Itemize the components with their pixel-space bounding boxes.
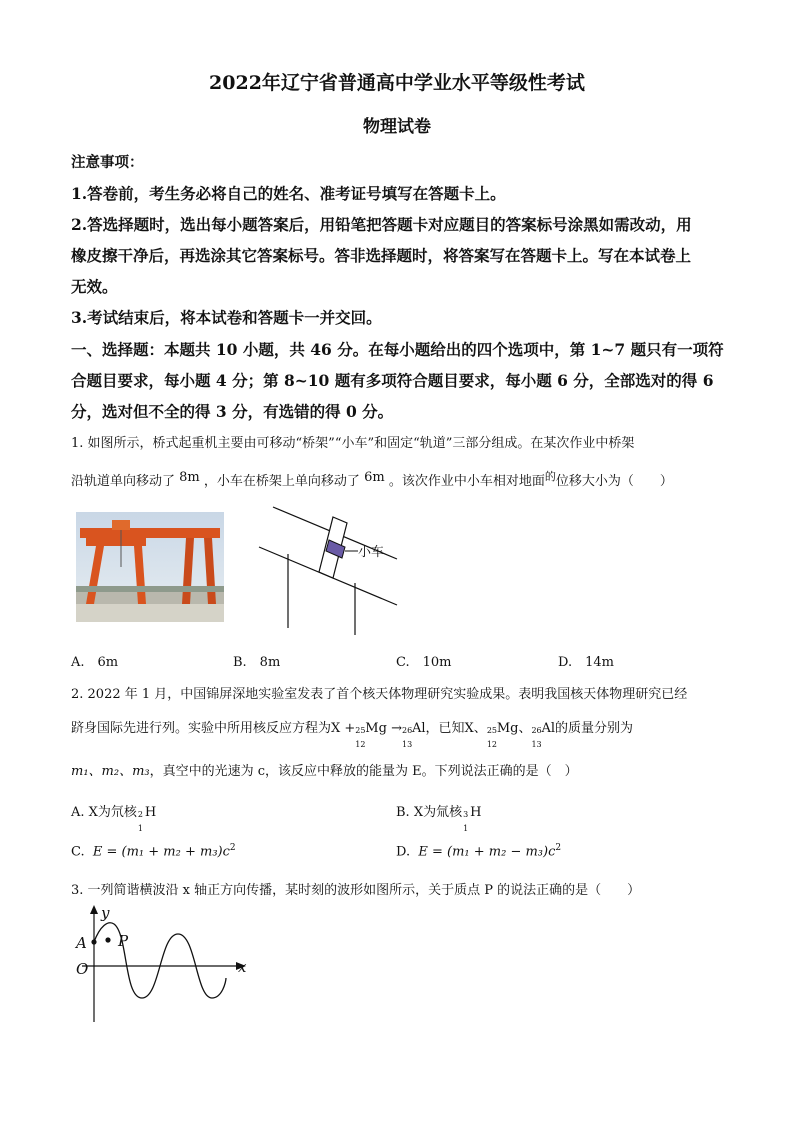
notice-heading: 注意事项： bbox=[71, 154, 144, 171]
q3-line1: 3. 一列简谐横波沿 x 轴正方向传播，某时刻的波形如图所示，关于质点 P 的说法正确的是（ ） bbox=[71, 883, 641, 898]
q2-line2-part-c: 的质量分别为 bbox=[555, 721, 634, 736]
q2-known-x: X、 bbox=[464, 721, 487, 736]
q2-eq-x: X + bbox=[331, 721, 356, 736]
al-atomic-number: 13 bbox=[401, 740, 413, 749]
photo-foreground bbox=[76, 604, 224, 622]
photo-treeline bbox=[76, 586, 224, 592]
q1-option-b: B. 8m bbox=[233, 655, 281, 670]
q2-mass-variables: m₁、m₂、m₃ bbox=[71, 764, 150, 779]
q2-option-d bbox=[396, 843, 561, 859]
q1-de-char: 的 bbox=[544, 470, 556, 483]
q2-option-b bbox=[396, 801, 482, 833]
q2-option-c-label: C. bbox=[71, 844, 85, 860]
crane-diagram bbox=[255, 503, 415, 638]
point-p-label: P bbox=[118, 932, 129, 950]
x-axis-label: x bbox=[238, 958, 247, 976]
al-symbol: Al bbox=[411, 721, 426, 736]
point-p-dot bbox=[105, 937, 110, 942]
mg-mass-number: 25 bbox=[355, 726, 366, 735]
q1-line2 bbox=[71, 470, 673, 489]
deuterium-symbol: H bbox=[144, 805, 157, 820]
section-line-1: 一、选择题：本题共 10 小题，共 46 分。在每小题给出的四个选项中，第 1~7 题只有一项符 bbox=[71, 340, 724, 359]
crane-trolley bbox=[112, 520, 130, 530]
crane-girder bbox=[80, 528, 220, 538]
known-mg-symbol: Mg bbox=[496, 721, 519, 736]
q1-value-8m: 8m bbox=[179, 470, 200, 485]
q2-line1: 2. 2022 年 1 月，中国锦屏深地实验室发表了首个核天体物理研究实验成果。表明我国核天体物理研究已经 bbox=[71, 687, 688, 702]
al-mass-number: 26 bbox=[401, 726, 413, 735]
q2-option-d-expression: E = (m₁ + m₂ − m₃)c bbox=[418, 844, 556, 860]
q2-line3-rest: ，真空中的光速为 c，该反应中释放的能量为 E。下列说法正确的是（ ） bbox=[149, 764, 578, 779]
mg-atomic-number: 12 bbox=[355, 740, 366, 749]
q2-line2 bbox=[71, 717, 634, 749]
origin-label: O bbox=[76, 960, 89, 978]
q2-option-d-label: D. bbox=[396, 844, 411, 860]
q1-line1: 1. 如图所示，桥式起重机主要由可移动“桥架”“小车”和固定“轨道”三部分组成。在某次作业中桥架 bbox=[71, 436, 635, 451]
tritium-atomic: 1 bbox=[463, 824, 469, 833]
tritium-mass: 3 bbox=[463, 810, 469, 819]
notice-3: 3.考试结束后，将本试卷和答题卡一并交回。 bbox=[71, 308, 382, 327]
notice-1: 1.答卷前，考生务必将自己的姓名、准考证号填写在答题卡上。 bbox=[71, 184, 506, 203]
exam-subtitle: 物理试卷 bbox=[363, 117, 431, 137]
crane-photo bbox=[76, 512, 224, 622]
known-mg-mass: 25 bbox=[486, 726, 497, 735]
q1-option-d: D. 14m bbox=[558, 655, 614, 670]
trolley-label: 小车 bbox=[358, 545, 385, 560]
notice-2-line3: 无效。 bbox=[71, 277, 118, 296]
wave-diagram bbox=[70, 902, 260, 1026]
wave-curve bbox=[94, 923, 226, 998]
q2-option-c-square: 2 bbox=[229, 843, 236, 853]
q2-option-a-text: A. X为氘核 bbox=[71, 805, 137, 820]
q2-option-c bbox=[71, 843, 236, 859]
q2-option-b-text: B. X为氚核 bbox=[396, 805, 463, 820]
q2-line3 bbox=[71, 760, 578, 779]
q1-line2-part-a: 沿轨道单向移动了 bbox=[71, 474, 176, 489]
known-mg-atomic: 12 bbox=[486, 740, 497, 749]
notice-2-line1: 2.答选择题时，选出每小题答案后，用铅笔把答题卡对应题目的答案标号涂黑如需改动，用 bbox=[71, 215, 692, 234]
q1-line2-part-b: ，小车在桥架上单向移动了 bbox=[203, 474, 360, 489]
point-a-dot bbox=[91, 939, 96, 944]
notice-2-line2: 橡皮擦干净后，再选涂其它答案标号。答非选择题时，将答案写在答题卡上。写在本试卷上 bbox=[71, 246, 692, 265]
point-a-label: A bbox=[76, 934, 87, 952]
mg-symbol: Mg bbox=[365, 721, 387, 736]
known-al-atomic: 13 bbox=[531, 740, 542, 749]
known-al-mass: 26 bbox=[531, 726, 542, 735]
known-al-symbol: Al bbox=[541, 721, 556, 736]
q2-separator: 、 bbox=[518, 721, 532, 736]
q2-line2-part-b: ，已知 bbox=[425, 721, 465, 736]
crane-girder-left bbox=[86, 538, 146, 546]
q2-option-c-expression: E = (m₁ + m₂ + m₃)c bbox=[92, 844, 230, 860]
q2-option-a bbox=[71, 801, 157, 833]
y-axis-label: y bbox=[101, 904, 110, 922]
deuterium-mass: 2 bbox=[137, 810, 144, 819]
q1-line2-part-d: 位移大小为（ ） bbox=[555, 474, 673, 489]
tritium-symbol: H bbox=[470, 805, 482, 820]
q1-option-c: C. 10m bbox=[396, 655, 452, 670]
q1-value-6m: 6m bbox=[364, 470, 385, 485]
section-line-3: 分，选对但不全的得 3 分，有选错的得 0 分。 bbox=[71, 402, 394, 421]
q1-option-a: A. 6m bbox=[71, 655, 119, 670]
reaction-arrow: → bbox=[391, 721, 402, 736]
exam-title: 2022年辽宁省普通高中学业水平等级性考试 bbox=[209, 72, 585, 94]
deuterium-atomic: 1 bbox=[137, 824, 144, 833]
q2-line2-part-a: 跻身国际先进行列。实验中所用核反应方程为 bbox=[71, 721, 332, 736]
y-axis-arrow bbox=[90, 905, 98, 914]
q2-option-d-square: 2 bbox=[555, 843, 562, 853]
q1-line2-part-c: 。该次作业中小车相对地面 bbox=[388, 474, 545, 489]
section-line-2: 合题目要求，每小题 4 分；第 8~10 题有多项符合题目要求，每小题 6 分，全部选对的得 6 bbox=[71, 371, 714, 390]
